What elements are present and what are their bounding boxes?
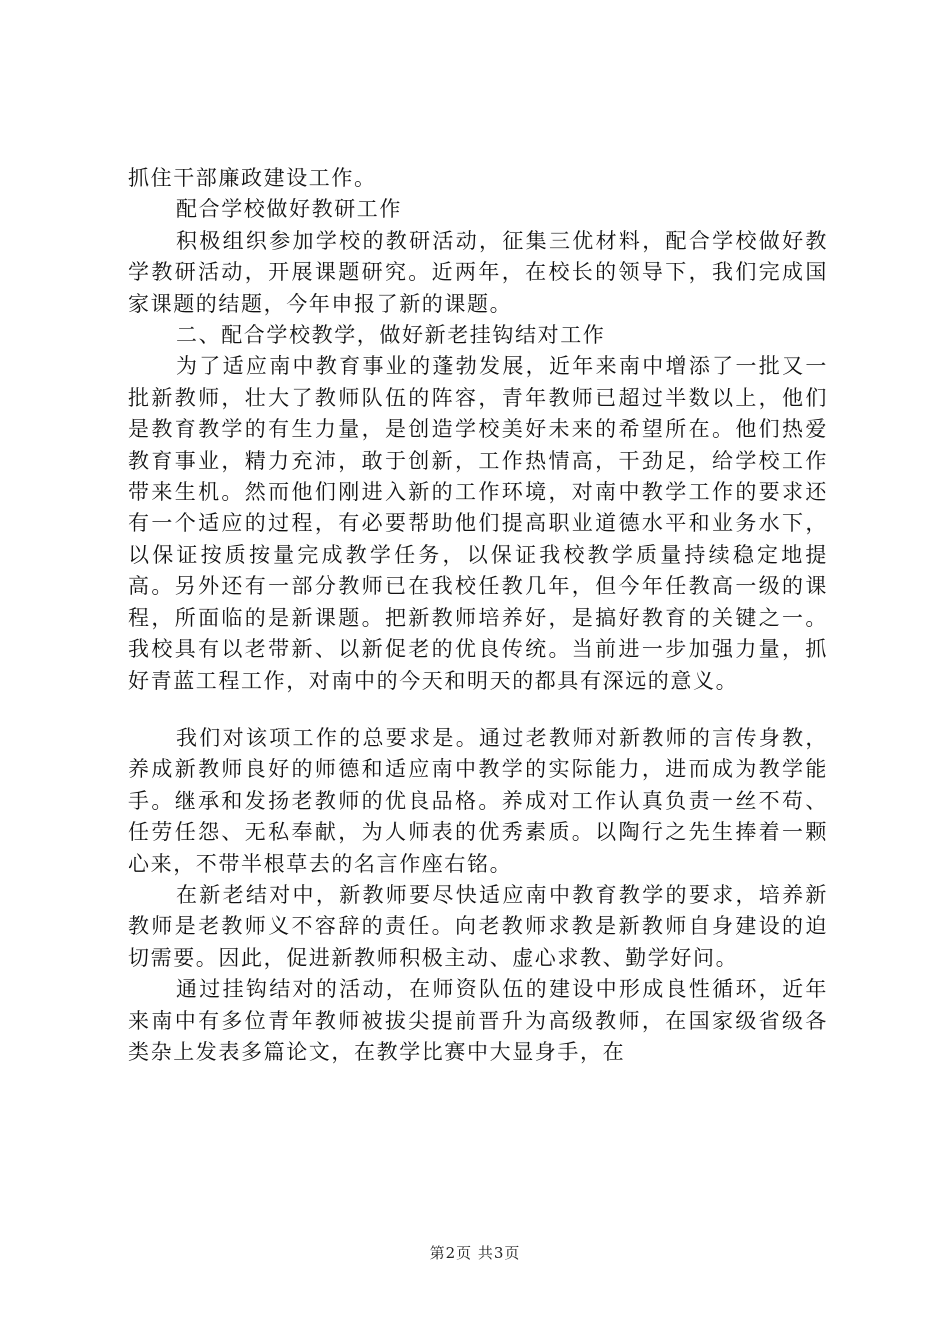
paragraph-continuation: 抓住干部廉政建设工作。 — [128, 166, 377, 190]
paragraph-results: 通过挂钩结对的活动，在师资队伍的建设中形成良性循环，近年来南中有多位青年教师被拔尖提前晋升为高级教师，在国家级省级各类杂上发表多篇论文，在教学比赛中大显身手，在 — [128, 977, 828, 1064]
section-heading-research: 配合学校做好教研工作 — [176, 197, 402, 222]
paragraph-pairing-duty: 在新老结对中，新教师要尽快适应南中教育教学的要求，培养新教师是老教师义不容辞的责任。向老教师求教是新教师自身建设的迫切需要。因此，促进新教师积极主动、虚心求教、勤学好问。 — [128, 882, 828, 970]
page-number-footer: 第2页 共3页 — [429, 1244, 521, 1262]
paragraph-research: 积极组织参加学校的教研活动，征集三优材料，配合学校做好教学教研活动，开展课题研究。近两年，在校长的领导下，我们完成国家课题的结题，今年申报了新的课题。 — [128, 228, 828, 316]
section-heading-pairing: 二、配合学校教学，做好新老挂钩结对工作 — [176, 323, 606, 348]
document-body — [128, 163, 828, 1068]
paragraph-requirements: 我们对该项工作的总要求是。通过老教师对新教师的言传身教，养成新教师良好的师德和适应南中教学的实际能力，进而成为教学能手。继承和发扬老教师的优良品格。养成对工作认真负责一丝不苟、任劳任怨、无私奉献，为人师表的优秀素质。以陶行之先生捧着一颗心来，不带半根草去的名言作座右铭。 — [128, 725, 828, 876]
paragraph-new-teachers: 为了适应南中教育事业的蓬勃发展，近年来南中增添了一批又一批新教师，壮大了教师队伍的阵容，青年教师已超过半数以上，他们是教育教学的有生力量，是创造学校美好未来的希望所在。他们热爱教育事业，精力充沛，敢于创新，工作热情高，干劲足，给学校工作带来生机。然而他们刚进入新的工作环境，对南中教学工作的要求还有一个适应的过程，有必要帮助他们提高职业道德水平和业务水下，以保证按质按量完成教学任务，以保证我校教学质量持续稳定地提高。另外还有一部分教师已在我校任教几年，但今年任教高一级的课程，所面临的是新课题。把新教师培养好，是搞好教育的关键之一。我校具有以老带新、以新促老的优良传统。当前进一步加强力量，抓好青蓝工程工作，对南中的今天和明天的都具有深远的意义。 — [128, 354, 828, 693]
